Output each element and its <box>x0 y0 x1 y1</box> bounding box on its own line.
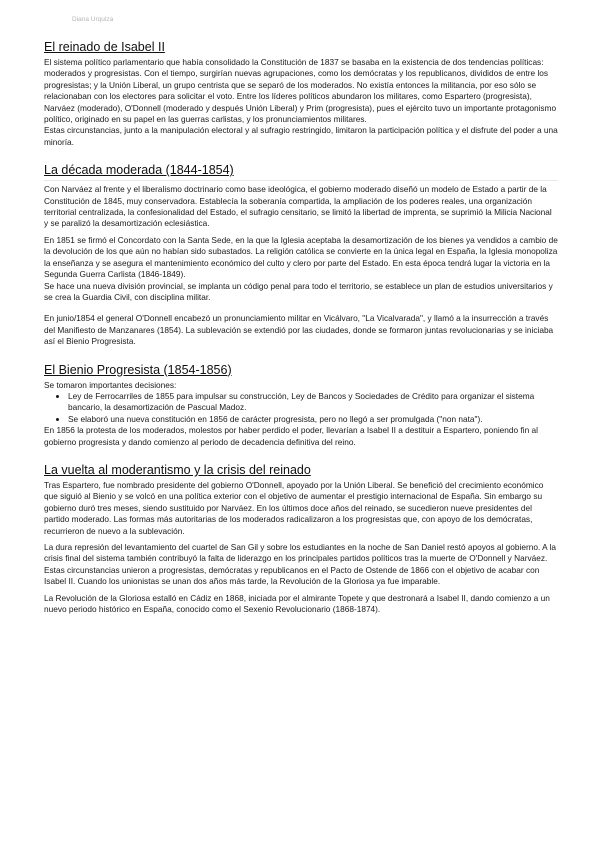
section-decada-moderada <box>44 163 558 347</box>
section-vuelta-moderantismo <box>44 463 558 615</box>
paragraph: La Revolución de la Gloriosa estalló en Cádiz en 1868, iniciada por el almirante Topete y que destronará a Isabel II, dando comienzo a un nuevo periodo histórico en España, conocido como el Sexenio Revolucionario (1868-1874). <box>44 592 550 615</box>
list-item: • Ley de Ferrocarriles de 1855 para impulsar su construcción, Ley de Bancos y Sociedades de Crédito para organizar el sistema bancario, la desamortización de Pascual Madoz. <box>68 391 558 414</box>
section-reinado <box>44 40 558 148</box>
section-title: El Bienio Progresista (1854-1856) <box>44 362 232 377</box>
divider <box>44 180 558 181</box>
bullet-list <box>44 391 558 425</box>
paragraph: En 1851 se firmó el Concordato con la Santa Sede, en la que la Iglesia aceptaba la desamortización de los bienes ya vendidos a cambio de la devolución de los que aún no habían sido subastados. La religión católica se convierte en la única legal en España, la Iglesia monopoliza la enseñanza y se asegura el mantenimiento económico del culto y clero por parte del Estado. En esta época tendrá lugar la victoria en la Segunda Guerra Carlista (1846-1849). <box>44 234 558 280</box>
list-item: • Se elaboró una nueva constitución en 1856 de carácter progresista, pero no llegó a ser promulgada ("non nata"). <box>68 414 558 425</box>
paragraph: Se hace una nueva división provincial, se implanta un código penal para todo el territorio, se establece un plan de estudios universitarios y se crea la Guardia Civil, con disciplina militar. <box>44 280 553 302</box>
document-body <box>44 40 558 615</box>
section-title: La década moderada (1844-1854) <box>44 163 234 178</box>
paragraph: En junio/1854 el general O'Donnell encabezó un pronunciamiento militar en Vicálvaro, "La Vicalvarada", y llamó a la insurrección a través del Manifiesto de Manzanares (1854). La sublevación se extendió por las ciudades, donde se formaron juntas revolucionarias y se iniciaba así el Bienio Progresista. <box>44 313 554 347</box>
paragraph: La dura represión del levantamiento del cuartel de San Gil y sobre los estudiantes en la noche de San Daniel restó apoyos al gobierno. A la crisis final del sistema también contribuyó la falta de liderazgo en los principales partidos políticos tras la muerte de O'Donnell y Narváez. Estas circunstancias unieron a progresistas, demócratas y republicanos en el Pacto de Ostende de 1866 con el objetivo de acabar con Isabel II. Cuando los unionistas se unan dos años más tarde, la Revolución de la Gloriosa ya fue imparable. <box>44 542 556 587</box>
paragraph: Se tomaron importantes decisiones: <box>44 379 177 390</box>
section-title: La vuelta al moderantismo y la crisis del reinado <box>44 462 311 477</box>
paragraph: El sistema político parlamentario que había consolidado la Constitución de 1837 se basaba en la existencia de dos tendencias políticas: moderados y progresistas. Con el tiempo, surgirían nuevas agrupaciones, como los demócratas y los republicanos, divididos de entre los progresistas; y la Unión Liberal, un grupo centrista que se separó de los moderados. No existía entonces la militancia, por eso sólo se relacionaban con los electores para solicitar el voto. Entre los líderes políticos abundaron los militares, como Espartero (progresista), Narváez (moderado), O'Donnell (moderado y después Unión Liberal) y Prim (progresista), pues el ejército tuvo un importante protagonismo político, originado en su papel en las guerras carlistas, y los pronunciamientos militares. <box>44 57 557 125</box>
paragraph: Con Narváez al frente y el liberalismo doctrinario como base ideológica, el gobierno moderado diseñó un modelo de Estado a partir de la Constitución de 1845, muy conservadora. Establecía la soberanía compartida, la ampliación de los poderes reales, una organización territorial centralizada, la confesionalidad del Estado, el sufragio censitario, se limitó la libertad de imprenta, se suprimió la Milicia Nacional y se paralizó la desamortización eclesiástica. <box>44 184 552 229</box>
section-title: El reinado de Isabel II <box>44 40 165 54</box>
section-bienio-progresista <box>44 363 558 448</box>
author-name: Diana Urquiza <box>72 16 114 23</box>
paragraph: Estas circunstancias, junto a la manipulación electoral y al sufragio restringido, limitaron la participación política y el disfrute del poder a una minoría. <box>44 125 558 147</box>
paragraph: Tras Espartero, fue nombrado presidente del gobierno O'Donnell, apoyado por la Unión Liberal. Se benefició del crecimiento económico que siguió al Bienio y se volcó en una política exterior con el objetivo de aumentar el prestigio internacional de España. Sin embargo su gobierno duró tres meses, siendo sustituido por Narváez. En los últimos doce años del reinado, se sucedieron nueve presidentes del partido moderado. Las formas más autoritarias de los moderados radicalizaron a los progresistas que, con apoyo de los demócratas, recurrieron de nuevo a la sublevación. <box>44 479 544 536</box>
paragraph: En 1856 la protesta de los moderados, molestos por haber perdido el poder, llevarían a Isabel II a destituir a Espartero, poniendo fin al gobierno progresista y dando comienzo al periodo de decadencia definitiva del reino. <box>44 425 538 447</box>
